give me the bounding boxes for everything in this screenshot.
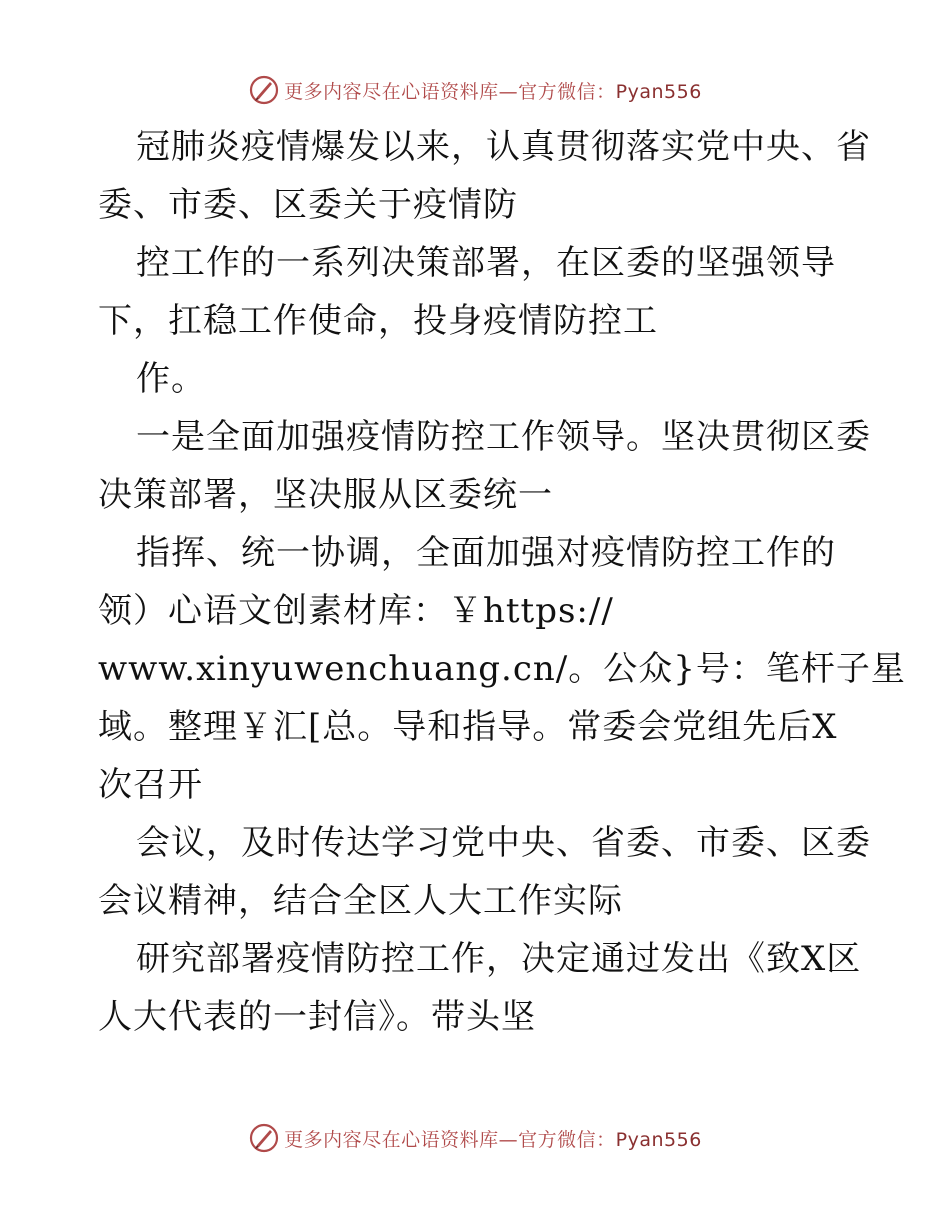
footer-watermark (0, 1118, 950, 1158)
document-body (98, 118, 906, 1046)
banner-wechat: Pyan556 (615, 1128, 702, 1151)
text-line: 冠肺炎疫情爆发以来，认真贯彻落实党中央、省 (136, 127, 871, 167)
text-line: 会议，及时传达学习党中央、省委、市委、区委 (136, 823, 871, 863)
banner-text: 更多内容尽在心语资料库—官方微信： (284, 1128, 616, 1151)
header-watermark (0, 70, 950, 110)
text-line: 次召开 (98, 765, 203, 805)
quill-logo-icon (248, 1122, 280, 1154)
text-line: 人大代表的一封信》。带头坚 (98, 997, 536, 1037)
text-line: 作。 (136, 359, 206, 399)
text-line: 指挥、统一协调，全面加强对疫情防控工作的 (136, 533, 836, 573)
text-line: 域。整理￥汇[总。导和指导。常委会党组先后X (98, 707, 838, 747)
banner-text: 更多内容尽在心语资料库—官方微信： (284, 80, 616, 103)
text-line: 控工作的一系列决策部署，在区委的坚强领导 (136, 243, 836, 283)
text-line: 委、市委、区委关于疫情防 (98, 185, 518, 225)
banner-wechat: Pyan556 (615, 80, 702, 103)
text-line: www.xinyuwenchuang.cn/。公众}号：笔杆子星 (98, 649, 906, 689)
text-line: 会议精神，结合全区人大工作实际 (98, 881, 623, 921)
quill-logo-icon (248, 74, 280, 106)
text-line: 领）心语文创素材库：￥https:// (98, 591, 614, 631)
text-line: 一是全面加强疫情防控工作领导。坚决贯彻区委 (136, 417, 871, 457)
text-line: 决策部署，坚决服从区委统一 (98, 475, 553, 515)
text-line: 研究部署疫情防控工作，决定通过发出《致X区 (136, 939, 862, 979)
text-line: 下，扛稳工作使命，投身疫情防控工 (98, 301, 658, 341)
